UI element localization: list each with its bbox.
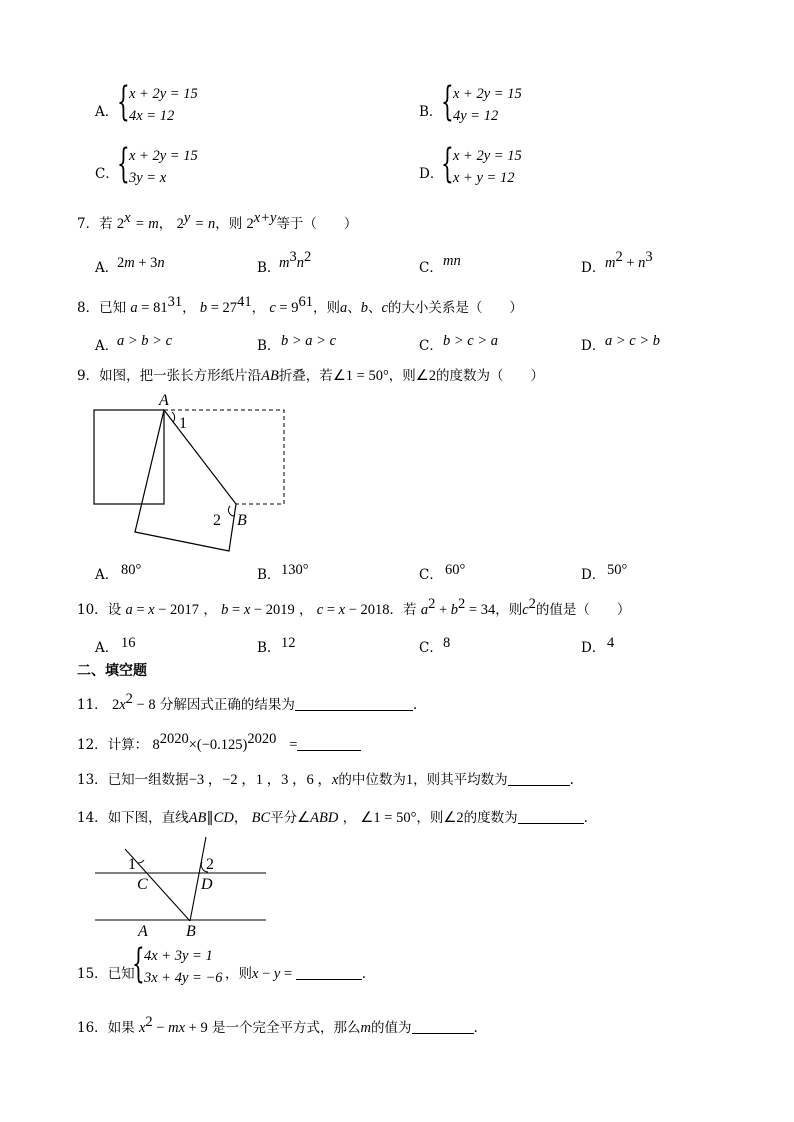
q6-d-eq1: x + 2y = 15 xyxy=(453,148,522,164)
q6-option-d-label: D． xyxy=(419,166,444,182)
q14-label-1: 1 xyxy=(128,856,136,873)
q8-option-d-value: a > c > b xyxy=(605,333,661,349)
q13-answer-blank[interactable] xyxy=(508,771,570,786)
q10-option-d-label: D． xyxy=(581,640,606,656)
q14-label-b: B xyxy=(186,923,196,940)
q7-option-c-value: mn xyxy=(443,253,461,269)
q9-option-a-value: 80° xyxy=(121,562,142,578)
q8-option-b-value: b > a > c xyxy=(281,333,337,349)
q14-label-2: 2 xyxy=(206,856,214,873)
q6-option-d-system: { x + 2y = 15 x + y = 12 xyxy=(441,141,522,187)
q15-stem: 15．已知 xyxy=(77,966,135,982)
q14-stem: 14．如下图，直线AB∥CD， BC平分∠ABD ， ∠1 = 50°，则∠2的度数为 . xyxy=(77,810,588,826)
q10-option-c-label: C． xyxy=(419,640,443,656)
q7-option-d-label: D． xyxy=(581,260,606,276)
q9-angle2-arc xyxy=(228,506,234,516)
q6-c-eq1: x + 2y = 15 xyxy=(129,148,198,164)
q7-option-b-value: $m^3n^2$ xyxy=(279,249,312,271)
q10-option-a-label: A． xyxy=(95,640,119,656)
q10-option-d-value: 4 xyxy=(607,635,615,651)
q8-option-d-label: D． xyxy=(581,338,606,354)
q11-stem: 11． $2x^2 - 8$ 分解因式正确的结果为 . xyxy=(77,691,418,713)
q14-answer-blank[interactable] xyxy=(518,809,584,824)
q8-option-c-label: C． xyxy=(419,338,443,354)
q16-stem: 16．如果 $x^2$ − mx + 9 是一个完全平方式，那么m的值为 . xyxy=(77,1014,478,1036)
q15-eq1: 4x + 3y = 1 xyxy=(144,948,213,964)
q7-option-d-value: $m^2 + n^3$ xyxy=(605,249,653,271)
q10-option-c-value: 8 xyxy=(443,635,451,651)
section-2-title: 二、填空题 xyxy=(77,663,147,679)
q10-stem: 10．设 a = x − 2017 ， b = x − 2019 ， c = x − 2018．若 $a^2 + b^2 = 34$，则$c^2$的值是（ ） xyxy=(77,596,631,618)
q9-option-d-value: 50° xyxy=(607,562,628,578)
q12-answer-blank[interactable] xyxy=(297,736,361,751)
q13-stem: 13．已知一组数据−3 ，−2 ，1 ，3 ，6 ，x的中位数为1，则其平均数为 . xyxy=(77,772,574,788)
q9-option-b-label: B． xyxy=(257,567,281,583)
q15-system: { 4x + 3y = 1 3x + 4y = −6 xyxy=(132,941,223,987)
q9-label-b: B xyxy=(237,512,247,529)
q6-b-eq1: x + 2y = 15 xyxy=(453,86,522,102)
q9-fold-figure xyxy=(85,388,300,556)
q9-option-d-label: D． xyxy=(581,567,606,583)
q6-option-b-system: { x + 2y = 15 4y = 12 xyxy=(441,79,522,125)
q8-option-c-value: b > c > a xyxy=(443,333,499,349)
q6-option-b-label: B． xyxy=(419,104,443,120)
q12-stem: 12．计算： $8^{2020}\times(-0.125)^{2020}$ = xyxy=(77,733,361,754)
q9-stem: 9．如图，把一张长方形纸片沿AB折叠，若∠1 = 50°，则∠2的度数为（ ） xyxy=(77,368,545,384)
q7-stem: 7．若 2$^x$ = m， 2$^y$ = n，则 $2^{x+y}$等于（ ） xyxy=(77,210,358,232)
q14-label-c: C xyxy=(137,876,148,893)
q8-option-a-label: A． xyxy=(95,338,119,354)
q14-angle1-arc xyxy=(138,860,144,863)
q6-c-eq2: 3y = x xyxy=(129,170,167,186)
q8-option-b-label: B． xyxy=(257,338,281,354)
q6-option-c-system: { x + 2y = 15 3y = x xyxy=(117,141,198,187)
q10-option-a-value: 16 xyxy=(121,635,136,651)
q6-d-eq2: x + y = 12 xyxy=(453,170,515,186)
q7-option-b-label: B． xyxy=(257,260,281,276)
q16-answer-blank[interactable] xyxy=(412,1019,474,1034)
q6-b-eq2: 4y = 12 xyxy=(453,108,499,124)
q9-rect-left-part xyxy=(94,410,164,504)
q6-a-eq2: 4x = 12 xyxy=(129,108,175,124)
q14-label-d: D xyxy=(201,876,213,893)
q9-label-1: 1 xyxy=(179,415,187,432)
q7-option-c-label: C． xyxy=(419,260,443,276)
q8-option-a-value: a > b > c xyxy=(117,333,173,349)
q14-parallel-lines-figure xyxy=(90,832,275,940)
q6-option-c-label: C． xyxy=(95,166,119,182)
q6-a-eq1: x + 2y = 15 xyxy=(129,86,198,102)
q9-option-a-label: A． xyxy=(95,567,119,583)
q7-option-a-label: A． xyxy=(95,260,119,276)
q15-eq2: 3x + 4y = −6 xyxy=(144,970,223,986)
q15-tail: ，则x − y = . xyxy=(225,966,367,982)
q9-option-c-value: 60° xyxy=(445,562,466,578)
q6-option-a-system: { x + 2y = 15 4x = 12 xyxy=(117,79,198,125)
q9-label-2: 2 xyxy=(213,512,221,529)
q10-option-b-value: 12 xyxy=(281,635,296,651)
q9-option-c-label: C． xyxy=(419,567,443,583)
q15-answer-blank[interactable] xyxy=(296,965,362,980)
q8-stem: 8．已知 $a = 81^{31}$， $b = 27^{41}$， $c = 9^{61}$，则a、b、c的大小关系是（ ） xyxy=(77,294,523,316)
q6-option-a-label: A． xyxy=(95,104,119,120)
q10-option-b-label: B． xyxy=(257,640,281,656)
q14-label-a: A xyxy=(138,923,148,940)
q9-option-b-value: 130° xyxy=(281,562,309,578)
q9-label-a: A xyxy=(159,392,169,409)
q7-option-a-value: 2m + 3n xyxy=(117,255,165,271)
q11-answer-blank[interactable] xyxy=(295,696,413,711)
